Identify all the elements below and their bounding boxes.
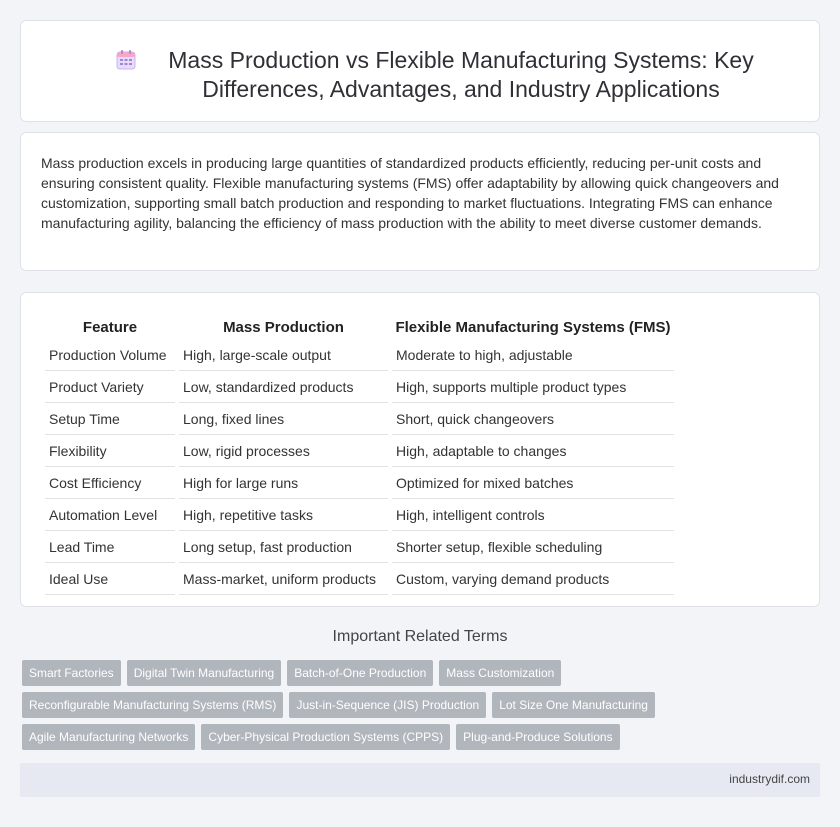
fms-cell: Custom, varying demand products xyxy=(392,565,674,595)
calendar-icon xyxy=(115,49,137,71)
fms-cell: Optimized for mixed batches xyxy=(392,469,674,499)
table-row xyxy=(45,533,674,563)
table-header-row xyxy=(45,317,674,339)
table-row xyxy=(45,565,674,595)
tag-digital-twin-manufacturing[interactable]: Digital Twin Manufacturing xyxy=(127,660,282,686)
header-mass-production: Mass Production xyxy=(223,319,344,336)
intro-paragraph: Mass production excels in producing large quantities of standardized products efficiently, reducing per-unit costs and ensuring consistent quality. Flexible manufacturing systems (FMS) offer adaptability by allowing quick changeovers and customization, supporting small batch production and responding to market fluctuations. Integrating FMS can enhance manufacturing agility, balancing the efficiency of mass production with the ability to meet diverse customer demands. xyxy=(41,155,779,231)
feature-cell: Production Volume xyxy=(45,341,175,371)
footer xyxy=(20,763,820,797)
feature-cell: Setup Time xyxy=(45,405,175,435)
mass-production-cell: High for large runs xyxy=(179,469,388,499)
tag-agile-manufacturing-networks[interactable]: Agile Manufacturing Networks xyxy=(22,724,195,750)
table-row xyxy=(45,405,674,435)
feature-cell: Cost Efficiency xyxy=(45,469,175,499)
tag-reconfigurable-manufacturing-systems[interactable]: Reconfigurable Manufacturing Systems (RMS) xyxy=(22,692,283,718)
feature-cell: Product Variety xyxy=(45,373,175,403)
footer-site-name[interactable]: industrydif.com xyxy=(729,772,810,786)
fms-cell: Short, quick changeovers xyxy=(392,405,674,435)
tag-just-in-sequence-production[interactable]: Just-in-Sequence (JIS) Production xyxy=(289,692,486,718)
tag-lot-size-one-manufacturing[interactable]: Lot Size One Manufacturing xyxy=(492,692,655,718)
fms-cell: Moderate to high, adjustable xyxy=(392,341,674,371)
fms-cell: High, adaptable to changes xyxy=(392,437,674,467)
feature-cell: Automation Level xyxy=(45,501,175,531)
tag-cyber-physical-production-systems[interactable]: Cyber-Physical Production Systems (CPPS) xyxy=(201,724,450,750)
feature-cell: Flexibility xyxy=(45,437,175,467)
mass-production-cell: High, repetitive tasks xyxy=(179,501,388,531)
mass-production-cell: Long setup, fast production xyxy=(179,533,388,563)
table-row xyxy=(45,501,674,531)
tag-batch-of-one-production[interactable]: Batch-of-One Production xyxy=(287,660,433,686)
page-title: Mass Production vs Flexible Manufacturing Systems: Key Differences, Advantages, and Industry Applications xyxy=(168,47,754,102)
comparison-card xyxy=(20,292,820,607)
feature-cell: Ideal Use xyxy=(45,565,175,595)
tag-plug-and-produce-solutions[interactable]: Plug-and-Produce Solutions xyxy=(456,724,619,750)
header-fms: Flexible Manufacturing Systems (FMS) xyxy=(395,319,671,336)
table-row xyxy=(45,437,674,467)
mass-production-cell: Low, rigid processes xyxy=(179,437,388,467)
related-terms-tags xyxy=(22,660,682,750)
mass-production-cell: Low, standardized products xyxy=(179,373,388,403)
table-row xyxy=(45,341,674,371)
fms-cell: Shorter setup, flexible scheduling xyxy=(392,533,674,563)
table-row xyxy=(45,373,674,403)
header-feature: Feature xyxy=(82,319,138,336)
intro-card xyxy=(20,132,820,271)
fms-cell: High, supports multiple product types xyxy=(392,373,674,403)
comparison-table xyxy=(41,315,678,597)
related-terms-title: Important Related Terms xyxy=(332,628,508,645)
mass-production-cell: Long, fixed lines xyxy=(179,405,388,435)
title-card xyxy=(20,20,820,122)
tag-smart-factories[interactable]: Smart Factories xyxy=(22,660,121,686)
mass-production-cell: High, large-scale output xyxy=(179,341,388,371)
table-row xyxy=(45,469,674,499)
feature-cell: Lead Time xyxy=(45,533,175,563)
tag-mass-customization[interactable]: Mass Customization xyxy=(439,660,561,686)
fms-cell: High, intelligent controls xyxy=(392,501,674,531)
mass-production-cell: Mass-market, uniform products xyxy=(179,565,388,595)
